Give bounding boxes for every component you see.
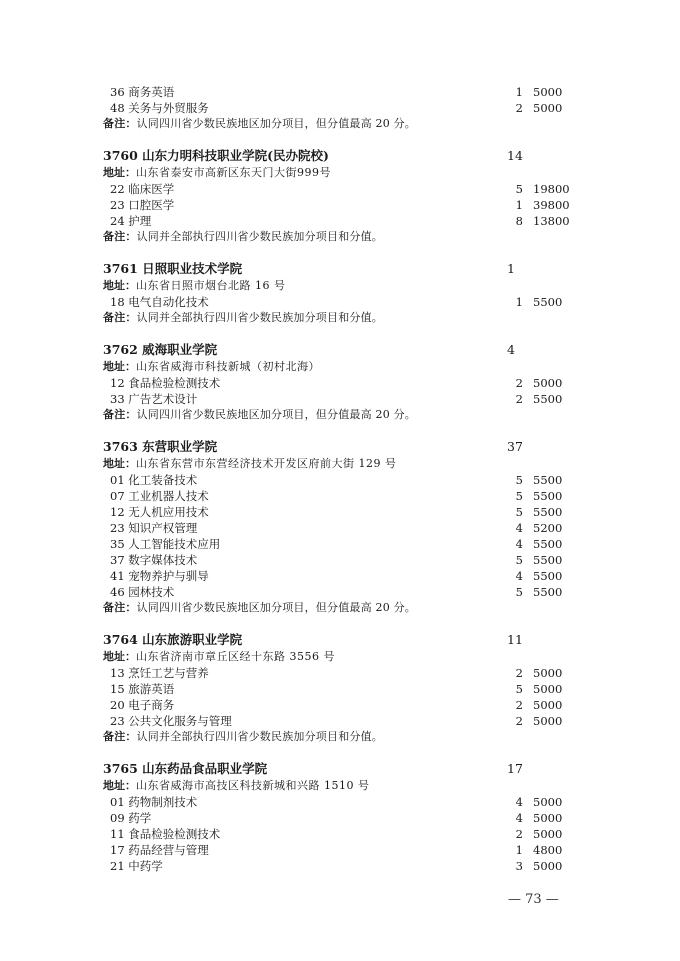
major-tuition: 5000 [533,795,563,809]
major-tuition: 5500 [533,585,563,599]
remark-text: 认同四川省少数民族地区加分项目，但分值最高 20 分。 [136,117,416,130]
remark-text: 认同并全部执行四川省少数民族加分项目和分值。 [136,311,384,324]
major-tuition: 5500 [533,569,563,583]
remark-text: 认同并全部执行四川省少数民族加分项目和分值。 [136,730,384,743]
major-row [103,681,573,697]
major-row [103,858,573,874]
major-name: 24 护理 [110,214,152,228]
address-line [103,165,573,181]
major-plan-count: 4 [515,811,523,825]
remark-label: 备注： [103,230,137,243]
major-name: 20 电子商务 [110,698,175,712]
major-name: 37 数字媒体技术 [110,553,198,567]
address-label: 地址： [103,779,136,792]
major-plan-count: 1 [515,295,523,309]
school-block [103,760,573,874]
address-line [103,649,573,665]
school-header [103,438,573,456]
major-name: 21 中药学 [110,859,163,873]
school-header [103,341,573,359]
major-plan-count: 5 [515,473,523,487]
major-tuition: 5500 [533,489,563,503]
school-block [103,341,573,423]
major-name: 18 电气自动化技术 [110,295,209,309]
major-plan-count: 5 [515,553,523,567]
major-tuition: 5500 [533,392,563,406]
major-name: 35 人工智能技术应用 [110,537,221,551]
major-row [103,826,573,842]
address-text: 山东省泰安市高新区东天门大街999号 [136,166,331,179]
major-name: 01 药物制剂技术 [110,795,198,809]
remark-label: 备注： [103,311,137,324]
major-row [103,294,573,310]
address-label: 地址： [103,650,136,663]
address-text: 山东省东营市东营经济技术开发区府前大街 129 号 [136,457,397,470]
school-title: 3761 日照职业技术学院 [103,261,243,276]
major-tuition: 19800 [533,182,570,196]
major-tuition: 5000 [533,827,563,841]
major-tuition: 5000 [533,682,563,696]
major-plan-count: 5 [515,585,523,599]
major-plan-count: 4 [515,537,523,551]
major-name: 23 知识产权管理 [110,521,198,535]
major-plan-count: 2 [515,666,523,680]
remark-line [103,407,573,423]
major-row [103,84,573,100]
major-name: 12 无人机应用技术 [110,505,209,519]
address-label: 地址： [103,166,136,179]
major-tuition: 5000 [533,811,563,825]
major-row [103,100,573,116]
remark-line [103,729,573,745]
major-row [103,391,573,407]
major-tuition: 5500 [533,295,563,309]
major-tuition: 5000 [533,101,563,115]
remark-line [103,600,573,616]
major-tuition: 5500 [533,537,563,551]
address-label: 地址： [103,279,136,292]
major-plan-count: 2 [515,714,523,728]
major-plan-count: 2 [515,698,523,712]
major-row [103,375,573,391]
major-tuition: 5200 [533,521,563,535]
major-name: 48 关务与外贸服务 [110,101,209,115]
page-number: — 73 — [508,892,559,907]
major-plan-count: 5 [515,182,523,196]
admission-plan-list [103,84,573,874]
major-name: 11 食品检验检测技术 [110,827,221,841]
major-tuition: 5000 [533,85,563,99]
major-plan-count: 8 [515,214,523,228]
address-text: 山东省日照市烟台北路 16 号 [136,279,286,292]
major-row [103,213,573,229]
remark-text: 认同并全部执行四川省少数民族加分项目和分值。 [136,230,384,243]
major-tuition: 5500 [533,505,563,519]
address-line [103,278,573,294]
school-total-plan: 4 [507,342,515,357]
major-row [103,697,573,713]
major-name: 15 旅游英语 [110,682,175,696]
major-row [103,552,573,568]
remark-line [103,116,573,132]
remark-label: 备注： [103,601,137,614]
major-name: 33 广告艺术设计 [110,392,198,406]
remark-label: 备注： [103,408,137,421]
school-total-plan: 1 [507,261,515,276]
major-name: 12 食品检验检测技术 [110,376,221,390]
major-tuition: 13800 [533,214,570,228]
address-label: 地址： [103,457,136,470]
school-block [103,631,573,745]
school-title: 3760 山东力明科技职业学院(民办院校) [103,148,329,163]
major-row [103,197,573,213]
school-header [103,760,573,778]
major-tuition: 39800 [533,198,570,212]
major-row [103,488,573,504]
school-total-plan: 11 [507,632,523,647]
major-plan-count: 5 [515,682,523,696]
school-total-plan: 37 [507,439,523,454]
major-name: 13 烹饪工艺与营养 [110,666,209,680]
school-title: 3764 山东旅游职业学院 [103,632,243,647]
remark-label: 备注： [103,117,137,130]
major-plan-count: 4 [515,521,523,535]
address-line [103,778,573,794]
major-name: 46 园林技术 [110,585,175,599]
major-name: 23 口腔医学 [110,198,175,212]
address-line [103,359,573,375]
major-row [103,842,573,858]
remark-line [103,229,573,245]
major-row [103,665,573,681]
address-text: 山东省威海市科技新城（初村北海） [136,360,320,373]
major-name: 07 工业机器人技术 [110,489,209,503]
major-tuition: 5500 [533,473,563,487]
major-name: 17 药品经营与管理 [110,843,209,857]
major-plan-count: 4 [515,569,523,583]
major-tuition: 5000 [533,714,563,728]
major-tuition: 5500 [533,553,563,567]
major-row [103,536,573,552]
major-row [103,472,573,488]
major-row [103,713,573,729]
address-text: 山东省威海市高技区科技新城和兴路 1510 号 [136,779,370,792]
remark-text: 认同四川省少数民族地区加分项目，但分值最高 20 分。 [136,408,416,421]
major-name: 23 公共文化服务与管理 [110,714,232,728]
major-name: 41 宠物养护与驯导 [110,569,209,583]
remark-text: 认同四川省少数民族地区加分项目，但分值最高 20 分。 [136,601,416,614]
remark-label: 备注： [103,730,137,743]
major-plan-count: 5 [515,489,523,503]
major-row [103,568,573,584]
major-row [103,520,573,536]
school-block [103,260,573,326]
major-plan-count: 2 [515,376,523,390]
school-header [103,260,573,278]
school-title: 3763 东营职业学院 [103,439,218,454]
major-plan-count: 1 [515,843,523,857]
address-line [103,456,573,472]
major-tuition: 5000 [533,698,563,712]
major-tuition: 5000 [533,666,563,680]
major-row [103,584,573,600]
remark-line [103,310,573,326]
major-plan-count: 3 [515,859,523,873]
address-text: 山东省济南市章丘区经十东路 3556 号 [136,650,335,663]
school-header [103,147,573,165]
major-name: 01 化工装备技术 [110,473,198,487]
school-header [103,631,573,649]
major-plan-count: 4 [515,795,523,809]
major-plan-count: 5 [515,505,523,519]
major-tuition: 5000 [533,859,563,873]
prelude-section [103,84,573,132]
major-row [103,794,573,810]
major-name: 36 商务英语 [110,85,175,99]
school-total-plan: 14 [507,148,523,163]
major-plan-count: 2 [515,827,523,841]
major-plan-count: 2 [515,101,523,115]
major-tuition: 4800 [533,843,563,857]
major-row [103,810,573,826]
school-block [103,438,573,616]
major-tuition: 5000 [533,376,563,390]
address-label: 地址： [103,360,136,373]
major-plan-count: 1 [515,198,523,212]
major-plan-count: 2 [515,392,523,406]
school-total-plan: 17 [507,761,523,776]
school-title: 3762 威海职业学院 [103,342,218,357]
major-plan-count: 1 [515,85,523,99]
major-row [103,504,573,520]
major-name: 09 药学 [110,811,152,825]
school-block [103,147,573,245]
major-name: 22 临床医学 [110,182,175,196]
major-row [103,181,573,197]
school-title: 3765 山东药品食品职业学院 [103,761,268,776]
